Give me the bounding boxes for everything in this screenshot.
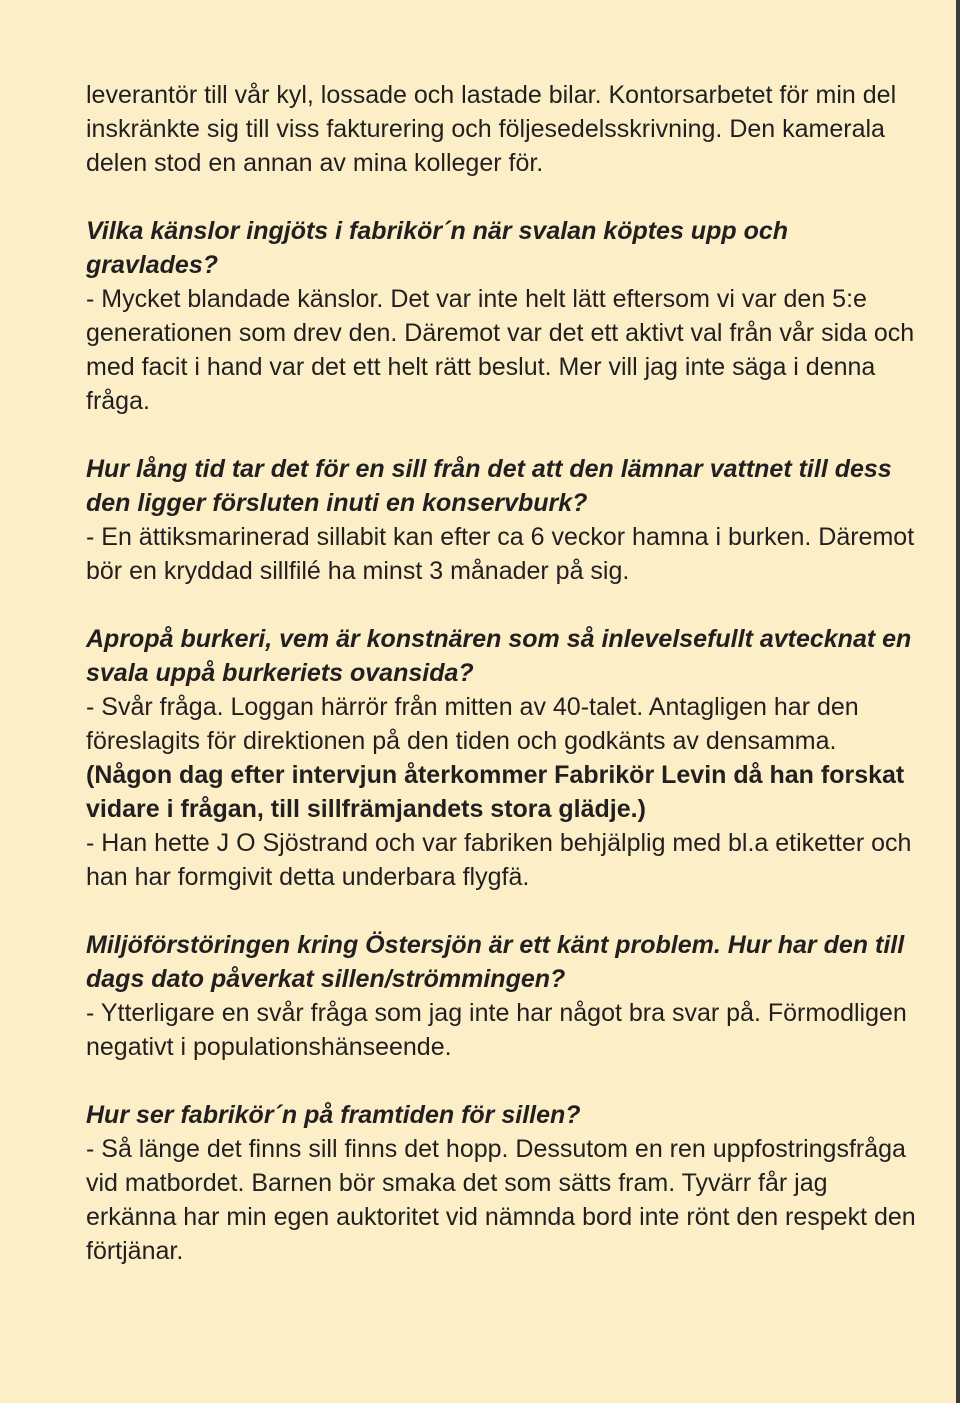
answer-herring-time: - En ättiksmarinerad sillabit kan efter ca 6 veckor hamna i burken. Däremot bör en kryddad sillfilé ha minst 3 månader på sig. bbox=[86, 523, 915, 585]
question-herring-time: Hur lång tid tar det för en sill från det att den lämnar vattnet till dess den ligger försluten inuti en konservburk? bbox=[86, 455, 892, 517]
answer-artist: - Svår fråga. Loggan härrör från mitten av 40-talet. Antagligen har den föreslagits för direktionen på den tiden och godkänts av densamma. bbox=[86, 693, 859, 755]
paragraph-intro: leverantör till vår kyl, lossade och lastade bilar. Kontorsarbetet för min del inskränkte sig till viss fakturering och följesedelsskrivning. Den kamerala delen stod en annan av mina kolleger för. bbox=[86, 81, 897, 177]
answer-environment: - Ytterligare en svår fråga som jag inte har något bra svar på. Förmodligen negativt i populationshänseende. bbox=[86, 999, 907, 1061]
answer-feelings: - Mycket blandade känslor. Det var inte helt lätt eftersom vi var den 5:e generationen som drev den. Däremot var det ett aktivt val från vår sida och med facit i hand var det ett helt rätt beslut. Mer vill jag inte säga i denna fråga. bbox=[86, 285, 915, 415]
question-environment: Miljöförstöringen kring Östersjön är ett känt problem. Hur har den till dags dato påverkat sillen/strömmingen? bbox=[86, 931, 905, 993]
answer-future: - Så länge det finns sill finns det hopp. Dessutom en ren uppfostringsfråga vid matbordet. Barnen bör smaka det som sätts fram. Tyvärr får jag erkänna har min egen auktoritet vid nämnda bord inte rönt den respekt den förtjänar. bbox=[86, 1135, 916, 1265]
answer-artist-followup: - Han hette J O Sjöstrand och var fabriken behjälplig med bl.a etiketter och han har formgivit detta underbara flygfä. bbox=[86, 829, 912, 891]
paragraph-gap bbox=[86, 180, 916, 214]
paragraph-gap bbox=[86, 894, 916, 928]
question-future: Hur ser fabrikör´n på framtiden för sillen? bbox=[86, 1101, 581, 1129]
paragraph-gap bbox=[86, 588, 916, 622]
interview-text bbox=[86, 78, 916, 1268]
editor-note: (Någon dag efter intervjun återkommer Fabrikör Levin då han forskat vidare i frågan, till sillfrämjandets stora glädje.) bbox=[86, 761, 905, 823]
question-artist: Apropå burkeri, vem är konstnären som så inlevelsefullt avtecknat en svala uppå burkeriets ovansida? bbox=[86, 625, 912, 687]
question-feelings: Vilka känslor ingjöts i fabrikör´n när svalan köptes upp och gravlades? bbox=[86, 217, 789, 279]
paragraph-gap bbox=[86, 418, 916, 452]
paragraph-gap bbox=[86, 1064, 916, 1098]
